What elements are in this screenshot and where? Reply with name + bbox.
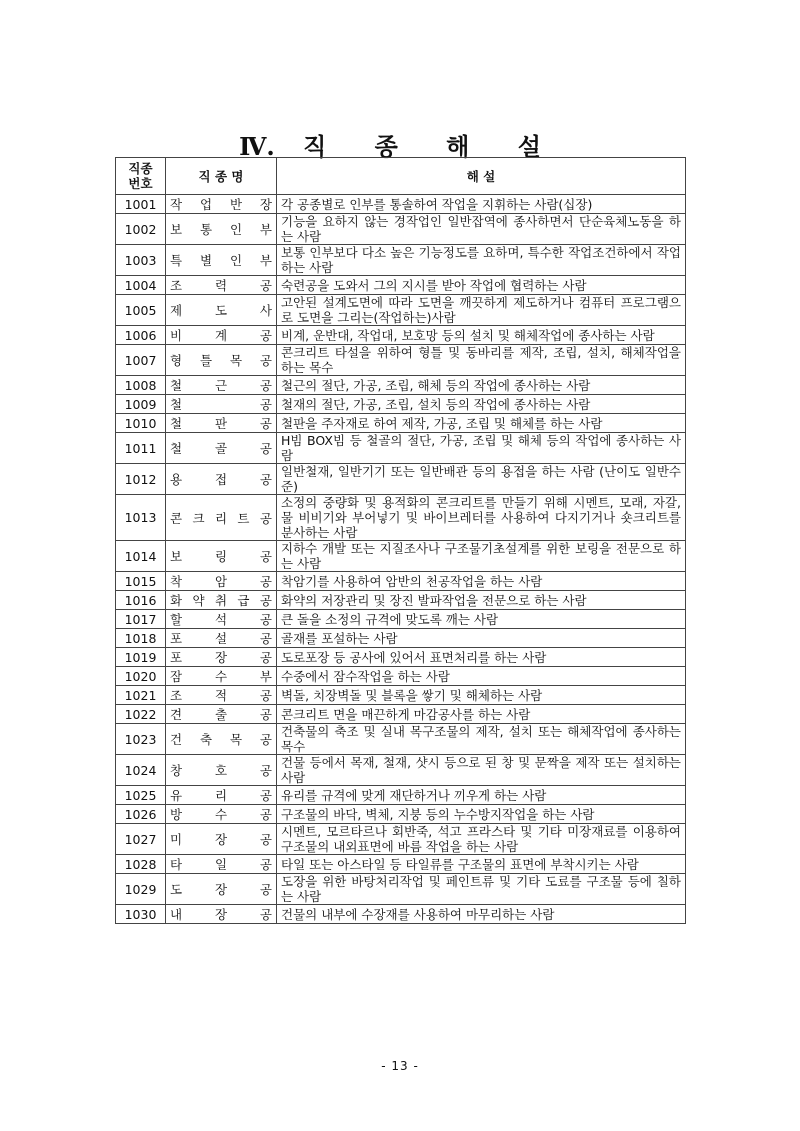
job-name-text: 조 적 공 (170, 688, 272, 703)
job-name-text: 보 통 인 부 (170, 222, 272, 237)
job-name-text: 비 계 공 (170, 328, 272, 343)
job-name (166, 414, 277, 433)
job-description: 고안된 설계도면에 따라 도면을 깨끗하게 제도하거나 컴퓨터 프로그램으로 도면을 그리는(작업하는)사람 (277, 295, 686, 326)
job-code: 1028 (116, 855, 166, 874)
job-name (166, 755, 277, 786)
job-code: 1009 (116, 395, 166, 414)
job-name-text: 건 축 목 공 (170, 732, 272, 747)
job-description: 벽돌, 치장벽돌 및 블록을 쌓기 및 해체하는 사람 (277, 686, 686, 705)
job-description: 소정의 중량화 및 용적화의 콘크리트를 만들기 위해 시멘트, 모래, 자갈, 물 비비기와 부어넣기 및 바이브레터를 사용하여 다지기거나 숏크리트를 분사하는 사람 (277, 495, 686, 541)
job-description: 타일 또는 아스타일 등 타일류를 구조물의 표면에 부착시키는 사람 (277, 855, 686, 874)
job-name-text: 철 판 공 (170, 416, 272, 431)
job-name (166, 376, 277, 395)
job-name-text: 잠 수 부 (170, 669, 272, 684)
job-code: 1001 (116, 195, 166, 214)
job-name (166, 195, 277, 214)
job-code: 1013 (116, 495, 166, 541)
job-code: 1008 (116, 376, 166, 395)
header-code-line1: 직종 (128, 161, 153, 176)
job-code: 1002 (116, 214, 166, 245)
job-code: 1021 (116, 686, 166, 705)
job-name (166, 276, 277, 295)
job-description: 숙련공을 도와서 그의 지시를 받아 작업에 협력하는 사람 (277, 276, 686, 295)
job-name (166, 874, 277, 905)
table-row (116, 464, 686, 495)
job-name (166, 572, 277, 591)
table-row (116, 610, 686, 629)
table-row (116, 855, 686, 874)
job-code: 1030 (116, 905, 166, 924)
job-code: 1017 (116, 610, 166, 629)
job-name (166, 805, 277, 824)
table-row (116, 395, 686, 414)
job-name (166, 905, 277, 924)
job-name-text: 내 장 공 (170, 907, 272, 922)
job-name-text: 형 틀 목 공 (170, 353, 272, 368)
table-row (116, 629, 686, 648)
table-row (116, 686, 686, 705)
job-description: 화약의 저장관리 및 장진 발파작업을 전문으로 하는 사람 (277, 591, 686, 610)
table-row (116, 648, 686, 667)
table-row (116, 572, 686, 591)
job-name-text: 포 장 공 (170, 650, 272, 665)
table-row (116, 214, 686, 245)
job-description: 각 공종별로 인부를 통솔하여 작업을 지휘하는 사람(십장) (277, 195, 686, 214)
job-name (166, 705, 277, 724)
header-name: 직 종 명 (166, 158, 277, 195)
job-name-text: 창 호 공 (170, 763, 272, 778)
job-description: 콘크리트 타설을 위하여 형틀 및 동바리를 제작, 조립, 설치, 해체작업을 하는 목수 (277, 345, 686, 376)
job-description: 유리를 규격에 맞게 재단하거나 끼우게 하는 사람 (277, 786, 686, 805)
job-name (166, 345, 277, 376)
table-row (116, 295, 686, 326)
job-name (166, 855, 277, 874)
job-name-text: 미 장 공 (170, 832, 272, 847)
job-description: 수중에서 잠수작업을 하는 사람 (277, 667, 686, 686)
job-code: 1026 (116, 805, 166, 824)
job-name (166, 591, 277, 610)
job-code: 1012 (116, 464, 166, 495)
job-name-text: 화 약 취 급 공 (170, 593, 272, 608)
table-row (116, 905, 686, 924)
table-row (116, 195, 686, 214)
page-number: - 13 - (381, 1059, 419, 1073)
job-code: 1029 (116, 874, 166, 905)
job-code: 1014 (116, 541, 166, 572)
job-description: 철재의 절단, 가공, 조립, 설치 등의 작업에 종사하는 사람 (277, 395, 686, 414)
header-code-line2: 번호 (128, 176, 153, 191)
table-row (116, 667, 686, 686)
job-name (166, 433, 277, 464)
job-code: 1025 (116, 786, 166, 805)
job-description: 지하수 개발 또는 지질조사나 구조물기초설계를 위한 보링을 전문으로 하는 사람 (277, 541, 686, 572)
table-row (116, 276, 686, 295)
job-name (166, 214, 277, 245)
job-description: 도로포장 등 공사에 있어서 표면처리를 하는 사람 (277, 648, 686, 667)
job-code: 1011 (116, 433, 166, 464)
job-code: 1016 (116, 591, 166, 610)
job-name-text: 철 공 (170, 397, 272, 412)
job-code: 1005 (116, 295, 166, 326)
job-description: 도장을 위한 바탕처리작업 및 페인트류 및 기타 도료를 구조물 등에 칠하는 사람 (277, 874, 686, 905)
job-name-text: 도 장 공 (170, 882, 272, 897)
job-code: 1004 (116, 276, 166, 295)
job-description: 시멘트, 모르타르나 회반죽, 석고 프라스타 및 기타 미장재료를 이용하여 구조물의 내외표면에 바름 작업을 하는 사람 (277, 824, 686, 855)
job-name-text: 방 수 공 (170, 807, 272, 822)
job-code: 1022 (116, 705, 166, 724)
job-name (166, 245, 277, 276)
table-row (116, 591, 686, 610)
job-code: 1024 (116, 755, 166, 786)
job-code: 1018 (116, 629, 166, 648)
table-row (116, 376, 686, 395)
job-code: 1006 (116, 326, 166, 345)
job-name-text: 용 접 공 (170, 472, 272, 487)
job-description: 착암기를 사용하여 암반의 천공작업을 하는 사람 (277, 572, 686, 591)
job-name (166, 610, 277, 629)
job-name-text: 포 설 공 (170, 631, 272, 646)
job-name-text: 특 별 인 부 (170, 253, 272, 268)
job-name (166, 541, 277, 572)
job-name-text: 조 력 공 (170, 278, 272, 293)
job-name-text: 할 석 공 (170, 612, 272, 627)
job-name (166, 786, 277, 805)
title-word: 설 (517, 132, 541, 161)
job-description: 철근의 절단, 가공, 조립, 해체 등의 작업에 종사하는 사람 (277, 376, 686, 395)
job-name-text: 보 링 공 (170, 549, 272, 564)
table-row (116, 824, 686, 855)
table-row (116, 345, 686, 376)
job-description: 건축물의 축조 및 실내 목구조물의 제작, 설치 또는 해체작업에 종사하는 목수 (277, 724, 686, 755)
job-description: 큰 돌을 소정의 규격에 맞도록 깨는 사람 (277, 610, 686, 629)
job-name (166, 495, 277, 541)
job-code: 1003 (116, 245, 166, 276)
table-row (116, 326, 686, 345)
job-name (166, 667, 277, 686)
job-name-text: 철 골 공 (170, 441, 272, 456)
table-row (116, 755, 686, 786)
title-word: 해 (446, 132, 470, 161)
job-name (166, 326, 277, 345)
job-name-text: 제 도 사 (170, 303, 272, 318)
job-name (166, 464, 277, 495)
job-description: 구조물의 바닥, 벽체, 지붕 등의 누수방지작업을 하는 사람 (277, 805, 686, 824)
job-description: 콘크리트 면을 매끈하게 마감공사를 하는 사람 (277, 705, 686, 724)
table-row (116, 874, 686, 905)
title-word: 종 (374, 132, 398, 161)
table-row (116, 541, 686, 572)
job-description: 철판을 주자재로 하여 제작, 가공, 조립 및 해체를 하는 사람 (277, 414, 686, 433)
job-code: 1010 (116, 414, 166, 433)
table-row (116, 705, 686, 724)
job-name-text: 타 일 공 (170, 857, 272, 872)
job-description: 보통 인부보다 다소 높은 기능정도를 요하며, 특수한 작업조건하에서 작업하는 사람 (277, 245, 686, 276)
job-name (166, 686, 277, 705)
job-name-text: 철 근 공 (170, 378, 272, 393)
table-row (116, 786, 686, 805)
table-row (116, 433, 686, 464)
job-name-text: 작 업 반 장 (170, 197, 272, 212)
job-name (166, 395, 277, 414)
job-code: 1020 (116, 667, 166, 686)
job-type-table (115, 157, 686, 924)
job-name (166, 824, 277, 855)
table-row (116, 245, 686, 276)
job-code: 1027 (116, 824, 166, 855)
job-description: 건물의 내부에 수장재를 사용하여 마무리하는 사람 (277, 905, 686, 924)
header-desc: 해 설 (277, 158, 686, 195)
job-name (166, 295, 277, 326)
job-description: H빔 BOX빔 등 철골의 절단, 가공, 조립 및 해체 등의 작업에 종사하는 사람 (277, 433, 686, 464)
table-row (116, 495, 686, 541)
title-roman: Ⅳ. (239, 132, 275, 161)
job-description: 비계, 운반대, 작업대, 보호망 등의 설치 및 해체작업에 종사하는 사람 (277, 326, 686, 345)
job-name-text: 견 출 공 (170, 707, 272, 722)
job-code: 1019 (116, 648, 166, 667)
title-word: 직 (303, 132, 327, 161)
header-code (116, 158, 166, 195)
job-description: 기능을 요하지 않는 경작업인 일반잡역에 종사하면서 단순육체노동을 하는 사람 (277, 214, 686, 245)
job-name-text: 유 리 공 (170, 788, 272, 803)
job-description: 골재를 포설하는 사람 (277, 629, 686, 648)
table-body (116, 195, 686, 924)
job-code: 1023 (116, 724, 166, 755)
job-name (166, 629, 277, 648)
table-row (116, 724, 686, 755)
job-name (166, 724, 277, 755)
table-row (116, 805, 686, 824)
table-row (116, 414, 686, 433)
job-description: 일반철재, 일반기기 또는 일반배관 등의 용접을 하는 사람 (난이도 일반수준) (277, 464, 686, 495)
job-name-text: 착 암 공 (170, 574, 272, 589)
table-header-row (116, 158, 686, 195)
job-name-text: 콘 크 리 트 공 (170, 510, 272, 526)
job-code: 1007 (116, 345, 166, 376)
job-code: 1015 (116, 572, 166, 591)
job-description: 건물 등에서 목재, 철재, 샷시 등으로 된 창 및 문짝을 제작 또는 설치하는 사람 (277, 755, 686, 786)
job-name (166, 648, 277, 667)
